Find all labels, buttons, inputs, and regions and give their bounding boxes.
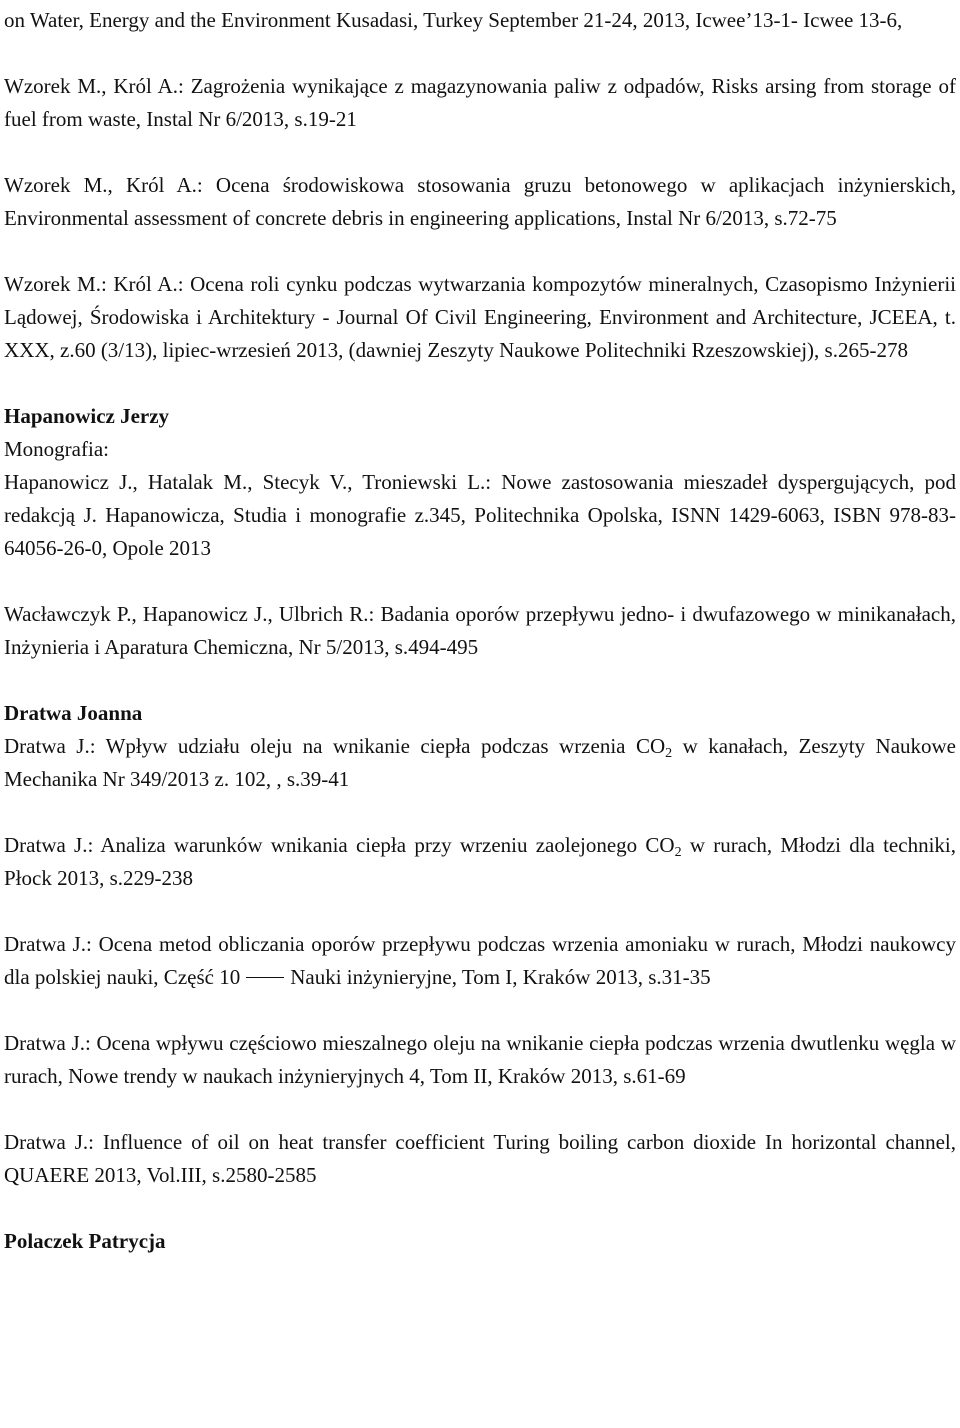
subscript: 2: [665, 746, 673, 761]
entry-text: Dratwa J.: Wpływ udziału oleju na wnikanie ciepła podczas wrzenia CO: [4, 734, 666, 758]
entry-dratwa-2: [4, 829, 956, 895]
entry-text: Dratwa J.: Ocena metod obliczania oporów przepływu podczas wrzenia amoniaku w rurach, Młodzi naukowcy dla polskiej nauki, Część 10: [4, 932, 956, 989]
entry-text: w rurach, Młodzi dla techniki, Płock 2013, s.229-238: [4, 833, 956, 890]
entry-dratwa-5: Dratwa J.: Influence of oil on heat transfer coefficient Turing boiling carbon dioxide In horizontal channel, QUAERE 2013, Vol.III, s.2580-2585: [4, 1130, 956, 1187]
entry-hapanowicz-1: Hapanowicz J., Hatalak M., Stecyk V., Troniewski L.: Nowe zastosowania mieszadeł dyspergujących, pod redakcją J. Hapanowicza, Studia i monografie z.345, Politechnika Opolska, ISNN 1429-6063, ISBN 978-83-64056-26-0, Opole 2013: [4, 470, 956, 560]
entry-dratwa-1: [4, 730, 956, 796]
dash-separator: [246, 977, 284, 978]
author-heading-polaczek: Polaczek Patrycja: [4, 1229, 166, 1253]
entry-hapanowicz-2: Wacławczyk P., Hapanowicz J., Ulbrich R.: Badania oporów przepływu jedno- i dwufazowego w minikanałach, Inżynieria i Aparatura Chemiczna, Nr 5/2013, s.494-495: [4, 602, 956, 659]
entry-wzorek-1: Wzorek M., Król A.: Zagrożenia wynikające z magazynowania paliw z odpadów, Risks arsing from storage of fuel from waste, Instal Nr 6/2013, s.19-21: [4, 74, 956, 131]
author-heading-dratwa: Dratwa Joanna: [4, 701, 143, 725]
author-heading-hapanowicz: Hapanowicz Jerzy: [4, 404, 170, 428]
entry-text: Dratwa J.: Analiza warunków wnikania ciepła przy wrzeniu zaolejonego CO: [4, 833, 675, 857]
section-label-monografia: Monografia:: [4, 437, 109, 461]
entry-text: w kanałach, Zeszyty Naukowe Mechanika Nr 349/2013 z. 102, , s.39-41: [4, 734, 956, 791]
entry-wzorek-2: Wzorek M., Król A.: Ocena środowiskowa stosowania gruzu betonowego w aplikacjach inżynierskich, Environmental assessment of concrete debris in engineering applications, Instal Nr 6/2013, s.72-75: [4, 173, 956, 230]
entry-wzorek-3: Wzorek M.: Król A.: Ocena roli cynku podczas wytwarzania kompozytów mineralnych, Czasopismo Inżynierii Lądowej, Środowiska i Architektury - Journal Of Civil Engineering, Environment and Architecture, JCEEA, t. XXX, z.60 (3/13), lipiec-wrzesień 2013, (dawniej Zeszyty Naukowe Politechniki Rzeszowskiej), s.265-278: [4, 272, 956, 362]
entry-dratwa-4: Dratwa J.: Ocena wpływu częściowo mieszalnego oleju na wnikanie ciepła podczas wrzenia dwutlenku węgla w rurach, Nowe trendy w naukach inżynieryjnych 4, Tom II, Kraków 2013, s.61-69: [4, 1031, 956, 1088]
subscript: 2: [674, 845, 682, 860]
entry-dratwa-3: [4, 928, 956, 994]
entry-continuation: on Water, Energy and the Environment Kusadasi, Turkey September 21-24, 2013, Icwee’13-1- Icwee 13-6,: [4, 8, 903, 32]
entry-text: Nauki inżynieryjne, Tom I, Kraków 2013, s.31-35: [290, 965, 711, 989]
